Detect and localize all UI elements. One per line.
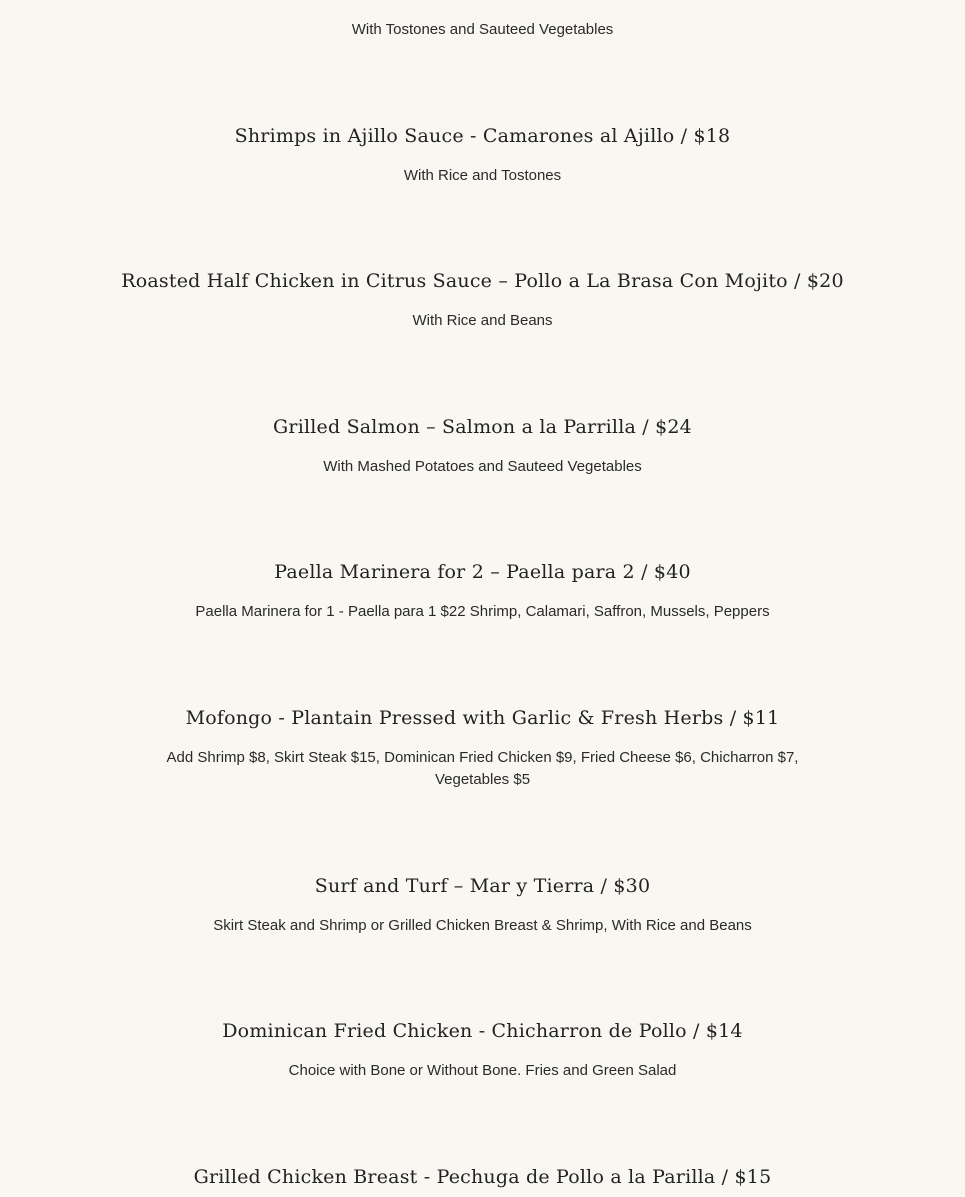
menu-item-description: Paella Marinera for 1 - Paella para 1 $22 Shrimp, Calamari, Saffron, Mussels, Peppers	[195, 603, 770, 620]
menu-item-title: Grilled Chicken Breast - Pechuga de Pollo a la Parilla / $15	[193, 1166, 772, 1188]
menu-item-description: Choice with Bone or Without Bone. Fries and Green Salad	[288, 1062, 677, 1079]
menu-item-title: Dominican Fried Chicken - Chicharron de Pollo / $14	[222, 1020, 743, 1042]
menu-item-description: With Tostones and Sauteed Vegetables	[351, 21, 614, 38]
menu-item-description: With Rice and Beans	[412, 312, 553, 329]
menu-item-title: Surf and Turf – Mar y Tierra / $30	[314, 875, 651, 897]
menu-item-description: With Mashed Potatoes and Sauteed Vegetables	[323, 458, 642, 475]
menu-item-description: With Rice and Tostones	[403, 167, 562, 184]
menu-item-title: Roasted Half Chicken in Citrus Sauce – Pollo a La Brasa Con Mojito / $20	[121, 270, 844, 292]
menu-item-description: Add Shrimp $8, Skirt Steak $15, Dominican Fried Chicken $9, Fried Cheese $6, Chicharron $7, Vegetables $5	[166, 749, 799, 788]
menu-item-description: Skirt Steak and Shrimp or Grilled Chicken Breast & Shrimp, With Rice and Beans	[213, 917, 752, 934]
menu-item-title: Shrimps in Ajillo Sauce - Camarones al Ajillo / $18	[234, 125, 731, 147]
menu-item-title: Grilled Salmon – Salmon a la Parrilla / $24	[273, 416, 692, 438]
menu-item-title: Mofongo - Plantain Pressed with Garlic & Fresh Herbs / $11	[185, 707, 780, 729]
menu-item-title: Paella Marinera for 2 – Paella para 2 / $40	[274, 561, 691, 583]
